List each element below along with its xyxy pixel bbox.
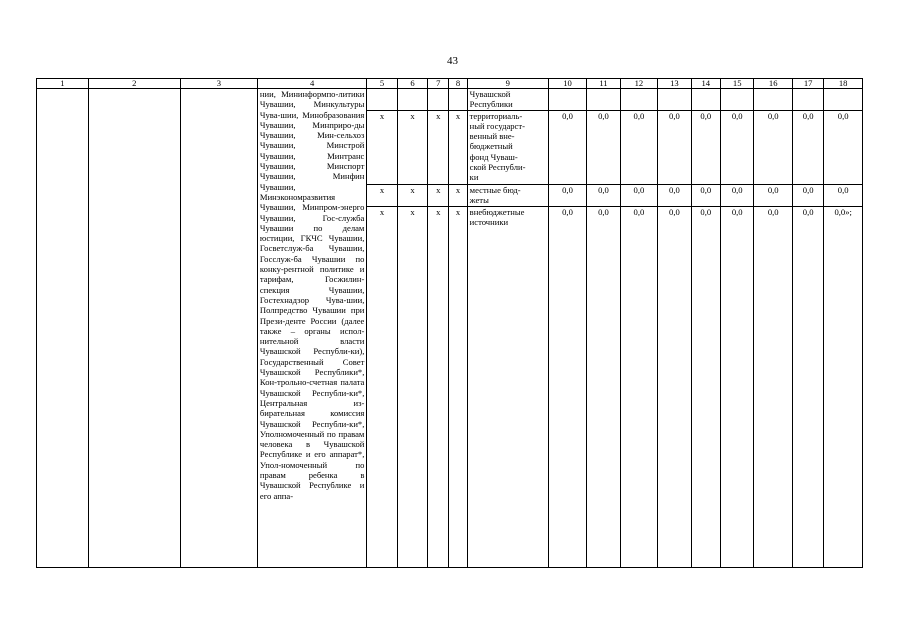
mark-cell: x (428, 184, 449, 206)
cell-col3 (180, 89, 257, 568)
value-cell: 0,0 (548, 110, 587, 184)
value-cell (658, 89, 691, 111)
column-header: 3 (180, 79, 257, 89)
mark-cell (428, 89, 449, 111)
value-cell: 0,0 (658, 110, 691, 184)
value-cell: 0,0 (824, 110, 863, 184)
table-row (37, 89, 863, 111)
value-cell: 0,0 (587, 110, 620, 184)
column-header: 12 (620, 79, 657, 89)
column-header: 17 (792, 79, 823, 89)
value-cell: 0,0 (824, 184, 863, 206)
mark-cell: x (449, 110, 467, 184)
cell-col2 (88, 89, 180, 568)
column-header: 13 (658, 79, 691, 89)
value-cell: 0,0 (620, 110, 657, 184)
value-cell: 0,0 (754, 184, 793, 206)
value-cell (721, 89, 754, 111)
mark-cell (367, 89, 397, 111)
mark-cell: x (367, 184, 397, 206)
column-header: 1 (37, 79, 89, 89)
value-cell: 0,0 (721, 110, 754, 184)
page-number: 43 (447, 55, 458, 67)
column-header: 18 (824, 79, 863, 89)
value-cell: 0,0 (620, 184, 657, 206)
value-cell: 0,0 (658, 184, 691, 206)
column-header: 15 (721, 79, 754, 89)
column-header: 8 (449, 79, 467, 89)
header-row (37, 79, 863, 89)
value-cell: 0,0 (691, 206, 720, 567)
value-cell: 0,0 (721, 184, 754, 206)
mark-cell: x (428, 110, 449, 184)
value-cell: 0,0 (548, 184, 587, 206)
value-cell (691, 89, 720, 111)
value-cell (754, 89, 793, 111)
mark-cell: x (449, 184, 467, 206)
funding-source: местные бюд- жеты (467, 184, 548, 206)
budget-table (36, 78, 863, 568)
mark-cell: x (367, 206, 397, 567)
value-cell: 0,0 (548, 206, 587, 567)
value-cell: 0,0 (691, 110, 720, 184)
column-header: 5 (367, 79, 397, 89)
responsible-executors-text: нии, Мининформпо-литики Чувашии, Минкультуры Чува-шии, Минобразования Чувашии, Минприро-ды Чувашии, Мин-сельхоз Чувашии, Минстрой Чувашии, Минтранс Чувашии, Минспорт Чувашии, Минфин Чувашии, Минэкономразвития Чувашии, Минпром-энерго Чувашии, Гос-служба Чувашии по делам юстиции, ГКЧС Чувашии, Госветслуж-ба Чувашии, Госслуж-ба Чувашии по конку-рентной политике и тарифам, Госжилин-спекция Чувашии, Гостехнадзор Чува-шии, Полпредство Чувашии при Прези-денте России (далее также – органы испол-нительной власти Чувашской Республи-ки), Государственный Совет Чувашской Республики*, Кон-трольно-счетная палата Чувашской Республи-ки*, Центральная из-бирательная комиссия Чувашской Республи-ки*, Уполномоченный по правам человека в Чувашской Республике и его аппарат*, Упол-номоченный по правам ребенка в Чувашской Республике и его аппа- (257, 89, 366, 568)
column-header: 7 (428, 79, 449, 89)
mark-cell: x (397, 184, 427, 206)
value-cell: 0,0 (587, 184, 620, 206)
funding-source: Чувашской Республики (467, 89, 548, 111)
value-cell: 0,0 (754, 206, 793, 567)
column-header: 10 (548, 79, 587, 89)
value-cell (548, 89, 587, 111)
value-cell (620, 89, 657, 111)
value-cell: 0,0 (792, 206, 823, 567)
column-header: 9 (467, 79, 548, 89)
mark-cell: x (367, 110, 397, 184)
column-header: 16 (754, 79, 793, 89)
value-cell: 0,0 (721, 206, 754, 567)
funding-source: внебюджетные источники (467, 206, 548, 567)
mark-cell: x (397, 110, 427, 184)
mark-cell: x (397, 206, 427, 567)
value-cell: 0,0 (792, 184, 823, 206)
value-cell: 0,0 (620, 206, 657, 567)
funding-source: территориаль- ный государст- венный вне- бюджетный фонд Чуваш- ской Республи- ки (467, 110, 548, 184)
mark-cell: x (449, 206, 467, 567)
value-cell: 0,0 (587, 206, 620, 567)
column-header: 6 (397, 79, 427, 89)
value-cell (587, 89, 620, 111)
mark-cell (449, 89, 467, 111)
value-cell: 0,0 (754, 110, 793, 184)
value-cell (824, 89, 863, 111)
value-cell: 0,0 (792, 110, 823, 184)
value-cell (792, 89, 823, 111)
mark-cell: x (428, 206, 449, 567)
value-cell: 0,0»; (824, 206, 863, 567)
value-cell: 0,0 (691, 184, 720, 206)
column-header: 14 (691, 79, 720, 89)
column-header: 11 (587, 79, 620, 89)
cell-col1 (37, 89, 89, 568)
column-header: 2 (88, 79, 180, 89)
mark-cell (397, 89, 427, 111)
value-cell: 0,0 (658, 206, 691, 567)
column-header: 4 (257, 79, 366, 89)
